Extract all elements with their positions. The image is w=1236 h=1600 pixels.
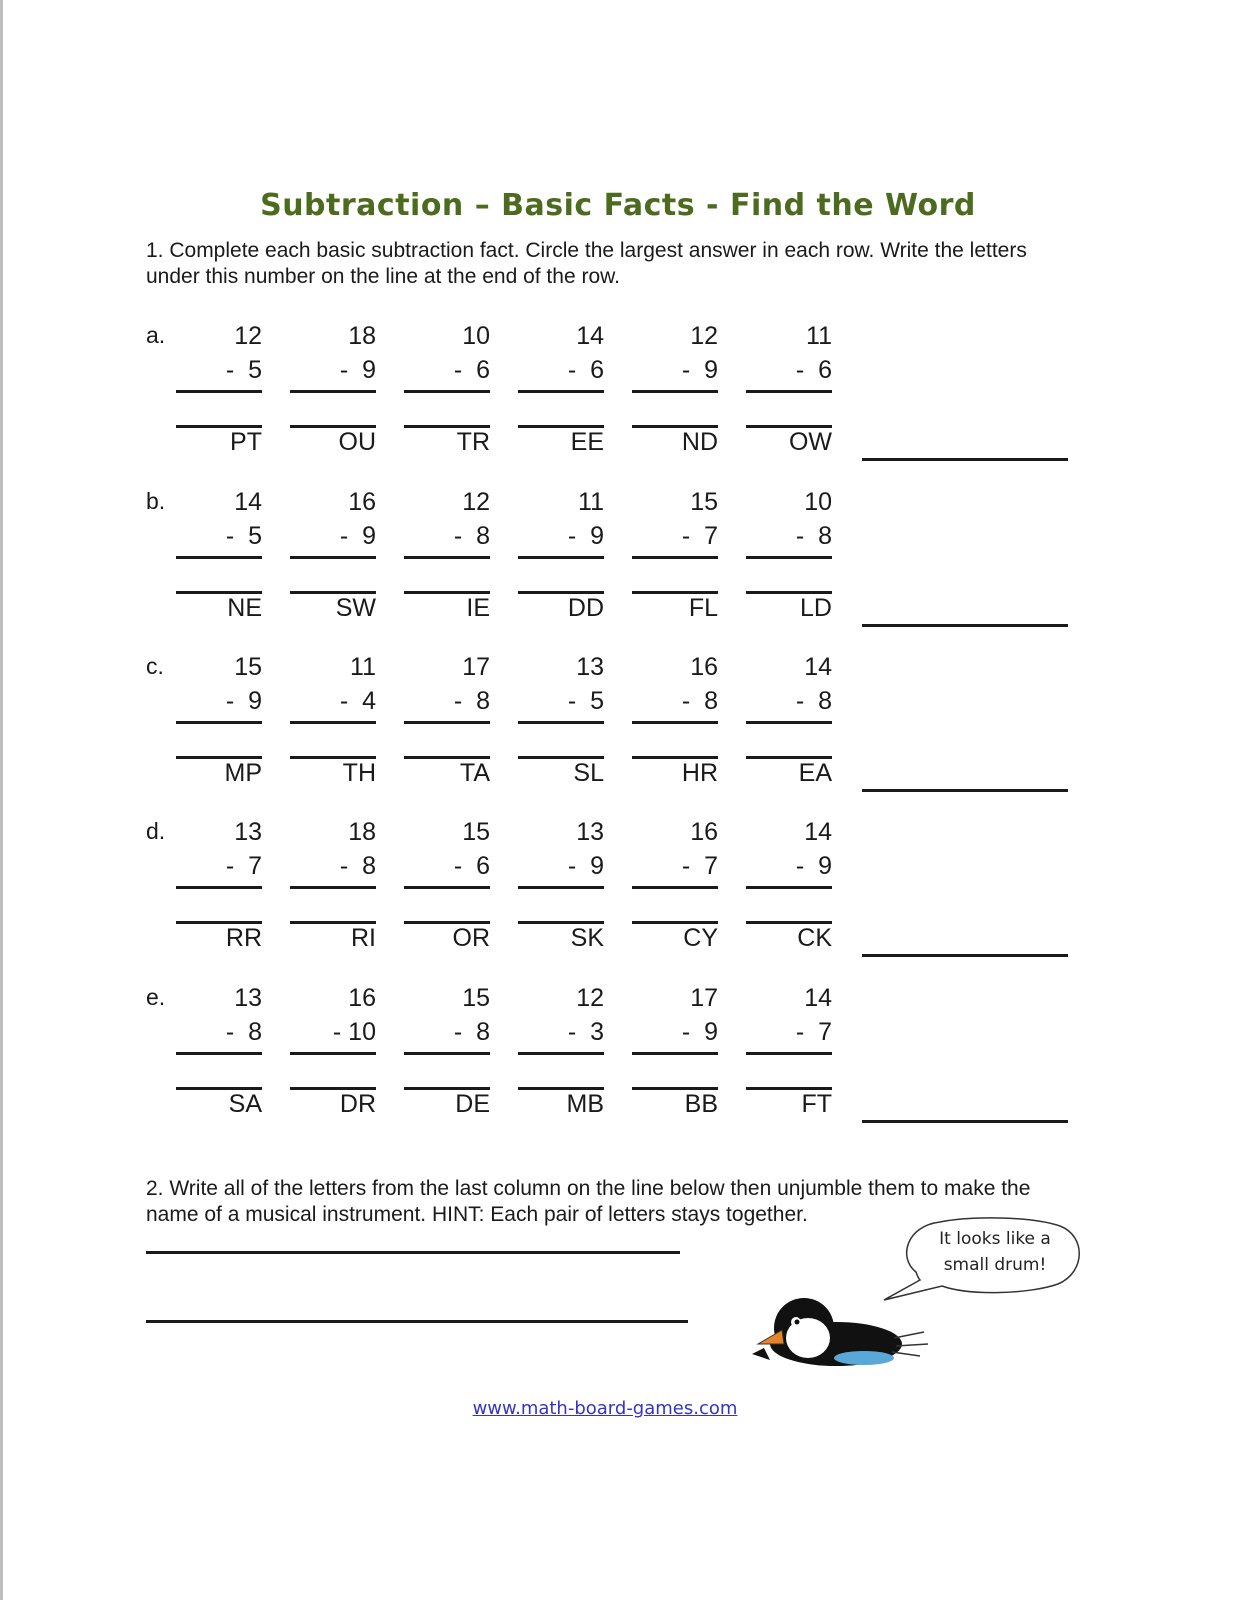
problem-row [0,653,1236,813]
subtraction-problem [176,488,262,638]
problem-row [0,818,1236,978]
letter-pair: HR [681,759,718,787]
minuend: 13 [576,818,604,846]
subtraction-problem [176,322,262,472]
problem-rule [176,1052,262,1055]
subtraction-problem [404,984,490,1134]
subtrahend: - 9 [567,852,604,880]
unjumble-write-line-2[interactable] [146,1320,688,1323]
letter-pair: OR [452,924,490,952]
row-label: b. [146,488,166,514]
subtrahend: - 4 [339,687,376,715]
problem-rule [404,886,490,889]
minuend: 12 [234,322,262,350]
footer-website-link[interactable]: www.math-board-games.com [472,1398,738,1419]
row-label: c. [146,653,164,679]
subtraction-problem [632,322,718,472]
letter-pair: OU [338,428,376,456]
minuend: 11 [578,488,604,516]
subtraction-problem [404,653,490,803]
minuend: 14 [804,818,832,846]
subtraction-problem [290,322,376,472]
minuend: 13 [234,984,262,1012]
subtrahend: - 7 [225,852,262,880]
instructions-part-2: 2. Write all of the letters from the last column on the line below then unjumble them to make the name of a musical instrument. HINT: Each pair of letters stays together. [146,1177,1031,1226]
minuend: 17 [690,984,718,1012]
minuend: 14 [576,322,604,350]
subtrahend: - 3 [567,1018,604,1046]
subtraction-problem [518,653,604,803]
minuend: 11 [806,322,832,350]
letter-pair: FT [801,1090,832,1118]
minuend: 13 [234,818,262,846]
letter-pair: SA [228,1090,262,1118]
minuend: 15 [462,984,490,1012]
letter-pair: TR [456,428,490,456]
letter-pair: CY [683,924,718,952]
letter-pair: RR [225,924,262,952]
problem-rule [632,390,718,393]
subtrahend: - 10 [332,1018,376,1046]
minuend: 18 [348,818,376,846]
problem-rule [746,886,832,889]
subtrahend: - 5 [225,522,262,550]
letter-pair: CK [797,924,832,952]
subtraction-problem [746,322,832,472]
subtrahend: - 8 [339,852,376,880]
minuend: 17 [462,653,490,681]
minuend: 15 [234,653,262,681]
subtrahend: - 7 [681,852,718,880]
subtraction-problem [404,488,490,638]
instructions-part-1: 1. Complete each basic subtraction fact. Circle the largest answer in each row. Write the letters under this number on the line at the end of the row. [146,239,1027,288]
minuend: 16 [348,984,376,1012]
letter-pair: TH [342,759,376,787]
problem-rule [746,721,832,724]
subtrahend: - 8 [795,687,832,715]
minuend: 18 [348,322,376,350]
minuend: 15 [462,818,490,846]
subtrahend: - 9 [681,356,718,384]
letter-pair: TA [459,759,490,787]
problem-rule [746,390,832,393]
unjumble-write-line-1[interactable] [146,1251,680,1254]
problem-rule [176,721,262,724]
letter-pair: NE [227,594,262,622]
problem-rule [746,1052,832,1055]
problem-rule [518,556,604,559]
problem-rule [290,721,376,724]
speech-line-2: small drum! [943,1255,1047,1275]
problem-rule [404,390,490,393]
subtrahend: - 9 [567,522,604,550]
minuend: 16 [348,488,376,516]
problem-rule [404,1052,490,1055]
minuend: 13 [576,653,604,681]
subtraction-problem [518,488,604,638]
letter-pair: DR [339,1090,376,1118]
minuend: 10 [804,488,832,516]
subtraction-problem [290,488,376,638]
minuend: 16 [690,653,718,681]
subtraction-problem [176,984,262,1134]
minuend: 15 [690,488,718,516]
letter-pair: RI [351,924,376,952]
speech-bubble-text [920,1226,1070,1278]
subtraction-problem [176,653,262,803]
subtraction-problem [290,818,376,968]
subtrahend: - 6 [795,356,832,384]
subtraction-problem [746,818,832,968]
subtraction-problem [290,653,376,803]
letter-pair: SK [570,924,604,952]
subtrahend: - 8 [681,687,718,715]
letter-pair: SL [573,759,604,787]
problem-rule [518,721,604,724]
problem-rule [632,721,718,724]
subtraction-problem [404,322,490,472]
letter-pair: PT [230,428,262,456]
minuend: 12 [690,322,718,350]
row-answer-line[interactable] [862,954,1068,957]
problem-rule [404,721,490,724]
subtraction-problem [404,818,490,968]
subtraction-problem [746,653,832,803]
subtrahend: - 8 [795,522,832,550]
subtrahend: - 8 [453,1018,490,1046]
subtrahend: - 8 [453,687,490,715]
subtrahend: - 9 [225,687,262,715]
subtrahend: - 9 [795,852,832,880]
subtrahend: - 6 [567,356,604,384]
problem-rule [632,886,718,889]
row-answer-line[interactable] [862,789,1068,792]
subtraction-problem [518,322,604,472]
penguin-illustration [744,1286,934,1376]
problem-rule [632,1052,718,1055]
row-label: e. [146,984,166,1010]
problem-rule [404,556,490,559]
page-title: Subtraction – Basic Facts - Find the Word [260,188,976,223]
problem-rule [176,556,262,559]
subtraction-problem [632,818,718,968]
row-label: a. [146,322,166,348]
minuend: 14 [804,653,832,681]
problem-rule [518,1052,604,1055]
row-answer-line[interactable] [862,624,1068,627]
minuend: 11 [350,653,376,681]
letter-pair: SW [335,594,376,622]
subtrahend: - 7 [681,522,718,550]
subtraction-problem [746,984,832,1134]
row-answer-line[interactable] [862,458,1068,461]
problem-rule [746,556,832,559]
letter-pair: BB [684,1090,718,1118]
subtrahend: - 5 [225,356,262,384]
subtraction-problem [632,653,718,803]
letter-pair: MB [566,1090,604,1118]
problem-rule [518,886,604,889]
subtraction-problem [632,488,718,638]
minuend: 12 [576,984,604,1012]
subtrahend: - 6 [453,356,490,384]
problem-rule [632,556,718,559]
letter-pair: ND [681,428,718,456]
subtrahend: - 9 [681,1018,718,1046]
letter-pair: OW [788,428,832,456]
minuend: 14 [234,488,262,516]
subtrahend: - 6 [453,852,490,880]
problem-rule [518,390,604,393]
letter-pair: IE [466,594,490,622]
subtraction-problem [176,818,262,968]
letter-pair: DE [455,1090,490,1118]
speech-line-1: It looks like a [939,1229,1051,1249]
problem-rule [290,1052,376,1055]
subtrahend: - 8 [453,522,490,550]
subtrahend: - 5 [567,687,604,715]
letter-pair: FL [688,594,718,622]
subtraction-problem [632,984,718,1134]
letter-pair: EA [798,759,832,787]
problem-row [0,322,1236,482]
problem-rule [176,886,262,889]
subtraction-problem [518,984,604,1134]
subtraction-problem [518,818,604,968]
subtrahend: - 9 [339,522,376,550]
letter-pair: MP [224,759,262,787]
letter-pair: LD [800,594,832,622]
problem-row [0,488,1236,648]
subtrahend: - 7 [795,1018,832,1046]
minuend: 16 [690,818,718,846]
problem-rule [290,556,376,559]
subtrahend: - 8 [225,1018,262,1046]
letter-pair: EE [570,428,604,456]
minuend: 14 [804,984,832,1012]
problem-rule [176,390,262,393]
problem-row [0,984,1236,1144]
problem-rule [290,390,376,393]
subtraction-problem [290,984,376,1134]
row-answer-line[interactable] [862,1120,1068,1123]
letter-pair: DD [567,594,604,622]
minuend: 12 [462,488,490,516]
minuend: 10 [462,322,490,350]
row-label: d. [146,818,166,844]
subtraction-problem [746,488,832,638]
problem-rule [290,886,376,889]
subtrahend: - 9 [339,356,376,384]
